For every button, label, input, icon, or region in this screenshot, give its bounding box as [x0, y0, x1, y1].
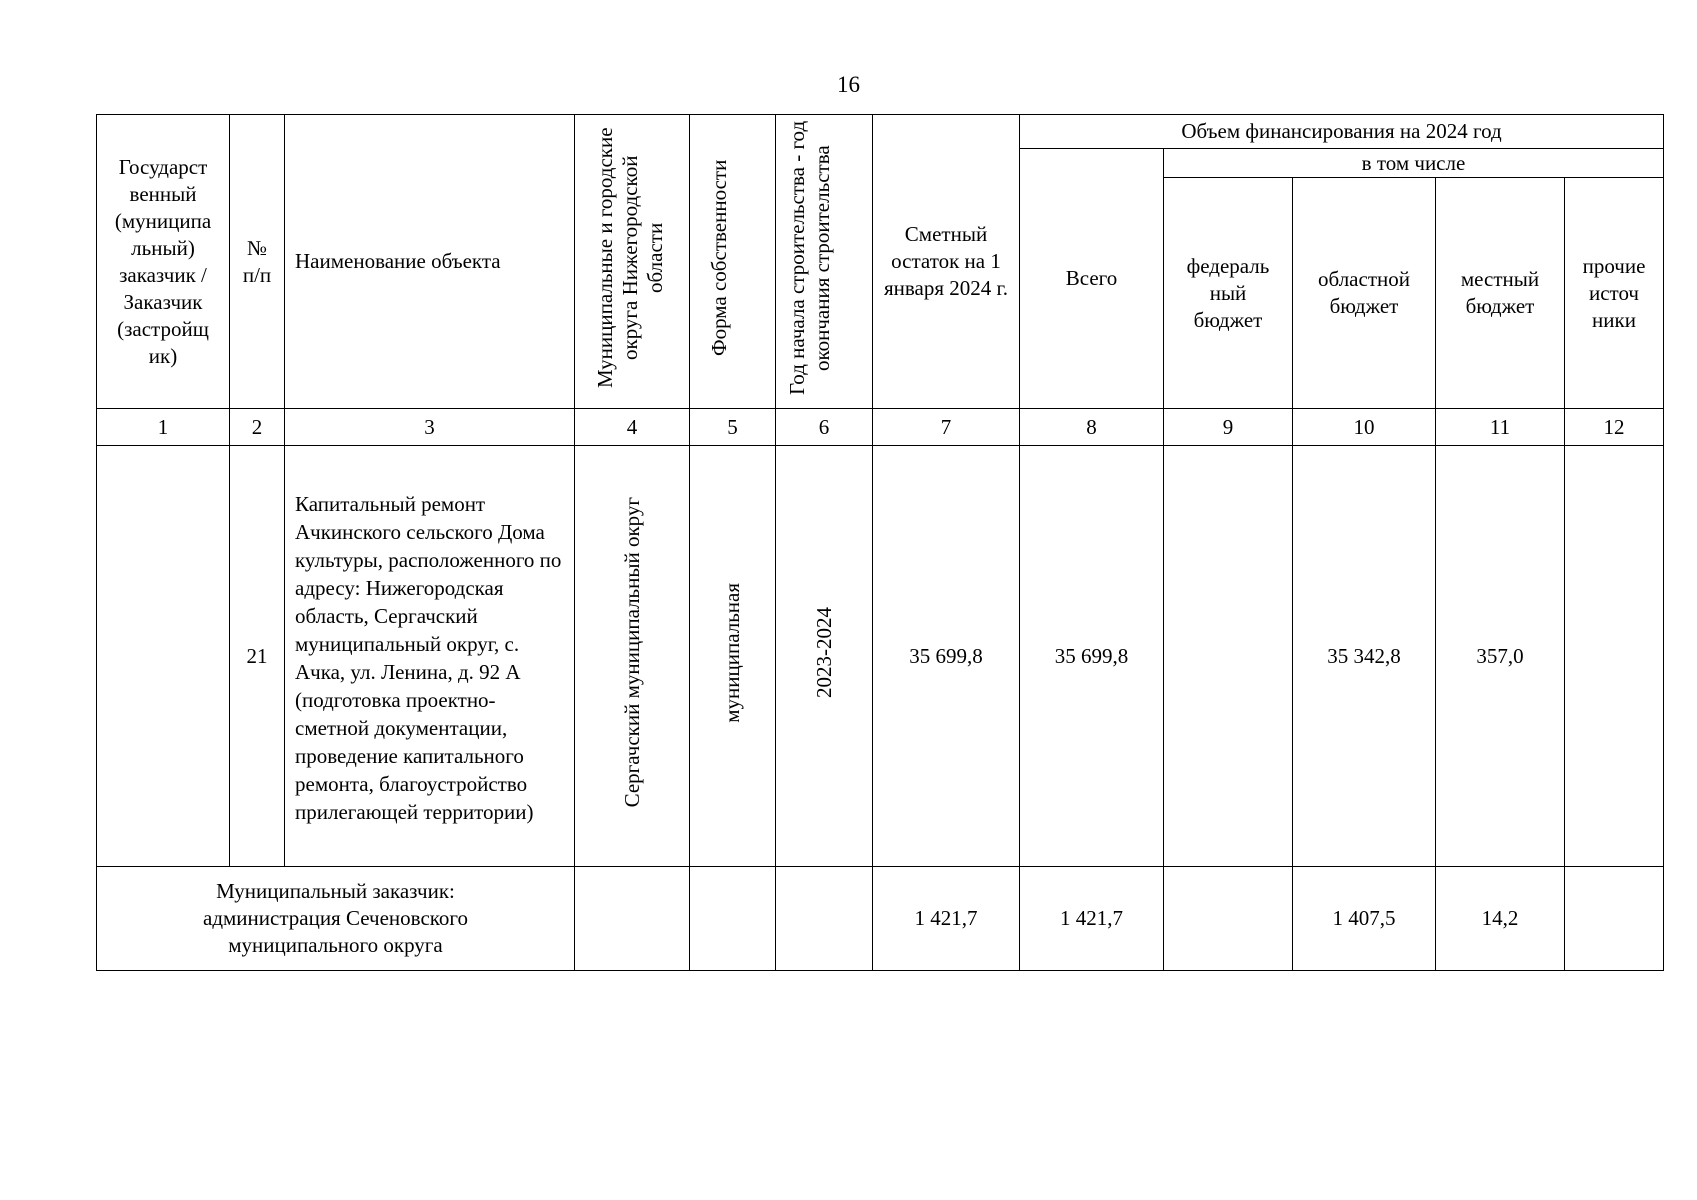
header-federal-label: федераль ный бюджет — [1186, 253, 1270, 332]
summary-row — [97, 867, 1664, 971]
summary-other — [1565, 867, 1664, 971]
row-federal — [1164, 446, 1293, 867]
header-regional-label: областной бюджет — [1318, 267, 1410, 318]
summary-ownership — [690, 867, 776, 971]
header-years-label: Год начала строительства - год окончания строительства — [785, 120, 834, 396]
column-number: 10 — [1293, 409, 1436, 446]
header-other — [1565, 178, 1664, 409]
header-total: Всего — [1020, 149, 1164, 409]
row-ownership — [690, 446, 776, 867]
header-federal — [1164, 178, 1293, 409]
column-number: 11 — [1436, 409, 1565, 446]
header-estimate-label: Сметный остаток на 1 января 2024 г. — [883, 222, 1008, 300]
summary-label-text: Муниципальный заказчик: администрация Сеченовского муниципального округа — [203, 879, 468, 957]
header-number — [230, 115, 285, 409]
column-number: 1 — [97, 409, 230, 446]
table-row — [97, 446, 1664, 867]
header-ownership — [690, 115, 776, 409]
row-other — [1565, 446, 1664, 867]
header-financing-group: Объем финансирования на 2024 год — [1020, 115, 1664, 149]
column-number: 6 — [776, 409, 873, 446]
row-local: 357,0 — [1436, 446, 1565, 867]
column-number: 2 — [230, 409, 285, 446]
row-object-name: Капитальный ремонт Ачкинского сельского Дома культуры, расположенного по адресу: Нижегородская область, Сергачский муниципальный округ, с. Ачка, ул. Ленина, д. 92 А (подготовка проектно-сметной документации, проведение капитального ремонта, благоустройство прилегающей территории) — [285, 446, 575, 867]
header-other-label: прочие источ ники — [1582, 253, 1646, 332]
page-number: 16 — [837, 72, 860, 97]
row-district-label: Сергачский муниципальный округ — [619, 497, 644, 808]
column-number: 8 — [1020, 409, 1164, 446]
row-estimate-remainder: 35 699,8 — [873, 446, 1020, 867]
header-number-label: № п/п — [242, 235, 272, 287]
column-number: 12 — [1565, 409, 1664, 446]
summary-regional: 1 407,5 — [1293, 867, 1436, 971]
summary-years — [776, 867, 873, 971]
header-ownership-label: Форма собственности — [706, 159, 731, 357]
summary-estimate-remainder: 1 421,7 — [873, 867, 1020, 971]
row-regional: 35 342,8 — [1293, 446, 1436, 867]
header-local — [1436, 178, 1565, 409]
header-including-group: в том числе — [1164, 149, 1664, 178]
summary-label — [97, 867, 575, 971]
header-row-1 — [97, 115, 1664, 149]
column-number: 9 — [1164, 409, 1293, 446]
row-years-label: 2023-2024 — [811, 607, 836, 698]
header-local-label: местный бюджет — [1460, 267, 1540, 318]
row-district — [575, 446, 690, 867]
header-object-name: Наименование объекта — [285, 115, 575, 409]
column-number: 7 — [873, 409, 1020, 446]
row-total: 35 699,8 — [1020, 446, 1164, 867]
header-district-label: Муниципальные и городские округа Нижегородской области — [593, 127, 667, 389]
summary-district — [575, 867, 690, 971]
row-number: 21 — [230, 446, 285, 867]
header-customer — [97, 115, 230, 409]
header-years — [776, 115, 873, 409]
financing-table — [96, 114, 1664, 971]
row-years — [776, 446, 873, 867]
summary-total: 1 421,7 — [1020, 867, 1164, 971]
row-customer — [97, 446, 230, 867]
column-number: 5 — [690, 409, 776, 446]
header-estimate — [873, 115, 1020, 409]
header-customer-label: Государст венный (муниципа льный) заказчик / Заказчик (застройщ ик) — [114, 154, 212, 368]
row-ownership-label: муниципальная — [720, 582, 744, 723]
column-numbers-row — [97, 409, 1664, 446]
header-regional — [1293, 178, 1436, 409]
summary-federal — [1164, 867, 1293, 971]
column-number: 4 — [575, 409, 690, 446]
header-district — [575, 115, 690, 409]
summary-local: 14,2 — [1436, 867, 1565, 971]
column-number: 3 — [285, 409, 575, 446]
